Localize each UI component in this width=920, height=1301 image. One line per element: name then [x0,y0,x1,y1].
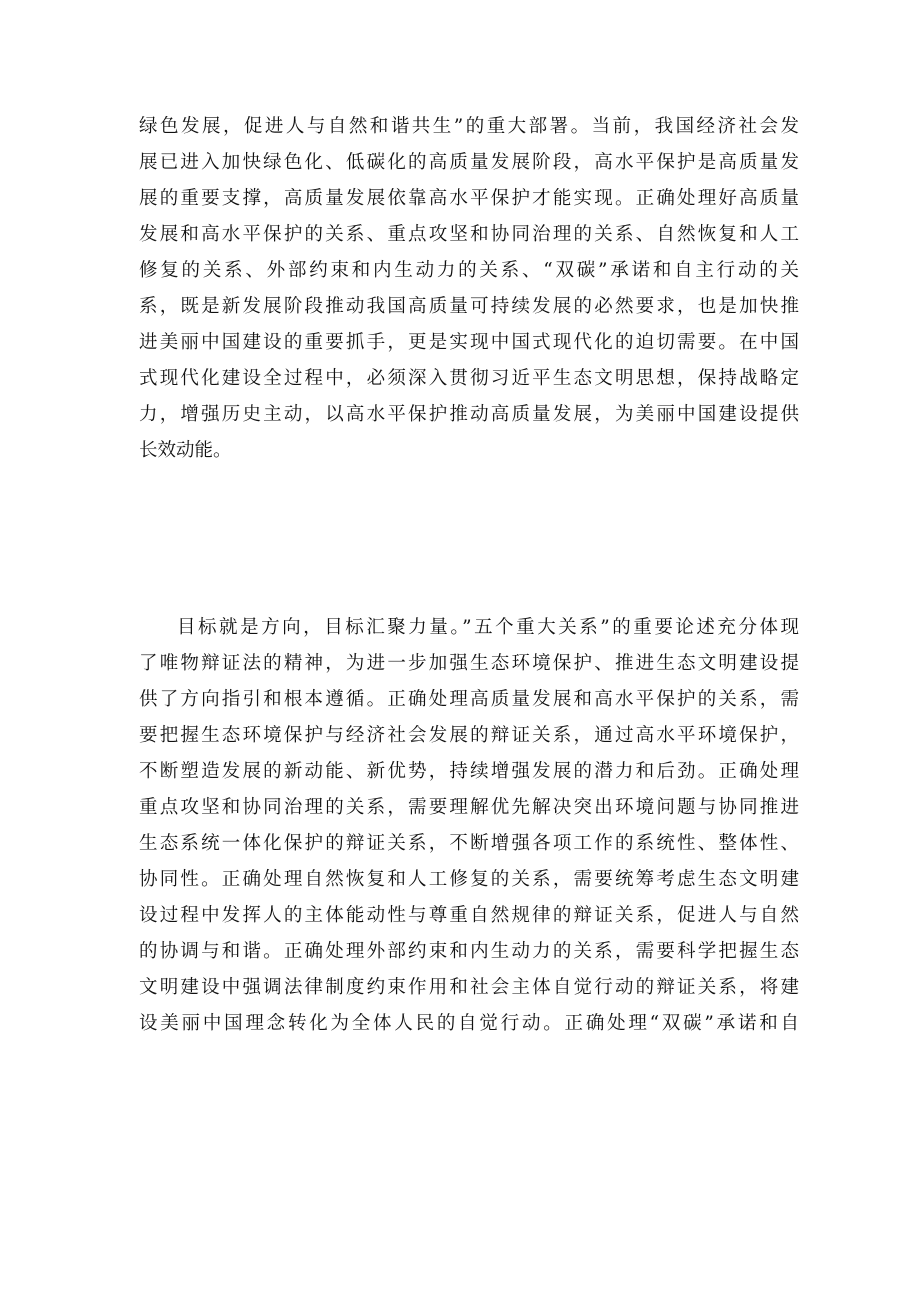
paragraph-line: 长效动能。 [139,440,232,461]
paragraph-line: 目标就是方向，目标汇聚力量。”五个重大关系”的重要论述充分体现 [177,617,799,638]
paragraph-line: 的协调与和谐。正确处理外部约束和内生动力的关系，需要科学把握生态 [139,941,799,962]
paragraph-line: 重点攻坚和协同治理的关系，需要理解优先解决突出环境问题与协同推进 [139,797,799,818]
paragraph-line: 绿色发展，促进人与自然和谐共生”的重大部署。当前，我国经济社会发 [139,116,799,137]
paragraph-line: 协同性。正确处理自然恢复和人工修复的关系，需要统筹考虑生态文明建 [139,869,799,890]
paragraph-line: 展的重要支撑，高质量发展依靠高水平保护才能实现。正确处理好高质量 [139,188,799,209]
paragraph-line: 力，增强历史主动，以高水平保护推动高质量发展，为美丽中国建设提供 [139,404,799,425]
paragraph-2 [139,610,799,1042]
paragraph-line: 进美丽中国建设的重要抓手，更是实现中国式现代化的迫切需要。在中国 [139,332,799,353]
paragraph-line: 供了方向指引和根本遵循。正确处理高质量发展和高水平保护的关系，需 [139,689,799,710]
paragraph-line: 设过程中发挥人的主体能动性与尊重自然规律的辩证关系，促进人与自然 [139,905,799,926]
paragraph-1 [139,109,799,469]
paragraph-line: 发展和高水平保护的关系、重点攻坚和协同治理的关系、自然恢复和人工 [139,224,799,245]
paragraph-line: 不断塑造发展的新动能、新优势，持续增强发展的潜力和后劲。正确处理 [139,761,799,782]
paragraph-line: 要把握生态环境保护与经济社会发展的辩证关系，通过高水平环境保护， [139,725,799,746]
paragraph-line: 生态系统一体化保护的辩证关系，不断增强各项工作的系统性、整体性、 [139,833,799,854]
paragraph-line: 修复的关系、外部约束和内生动力的关系、“双碳”承诺和自主行动的关 [139,260,799,281]
paragraph-line: 系，既是新发展阶段推动我国高质量可持续发展的必然要求，也是加快推 [139,296,799,317]
paragraph-line: 了唯物辩证法的精神，为进一步加强生态环境保护、推进生态文明建设提 [139,653,799,674]
paragraph-line: 设美丽中国理念转化为全体人民的自觉行动。正确处理“双碳”承诺和自 [139,1013,799,1034]
paragraph-line: 展已进入加快绿色化、低碳化的高质量发展阶段，高水平保护是高质量发 [139,152,799,173]
paragraph-line: 文明建设中强调法律制度约束作用和社会主体自觉行动的辩证关系，将建 [139,977,799,998]
paragraph-line: 式现代化建设全过程中，必须深入贯彻习近平生态文明思想，保持战略定 [139,368,799,389]
